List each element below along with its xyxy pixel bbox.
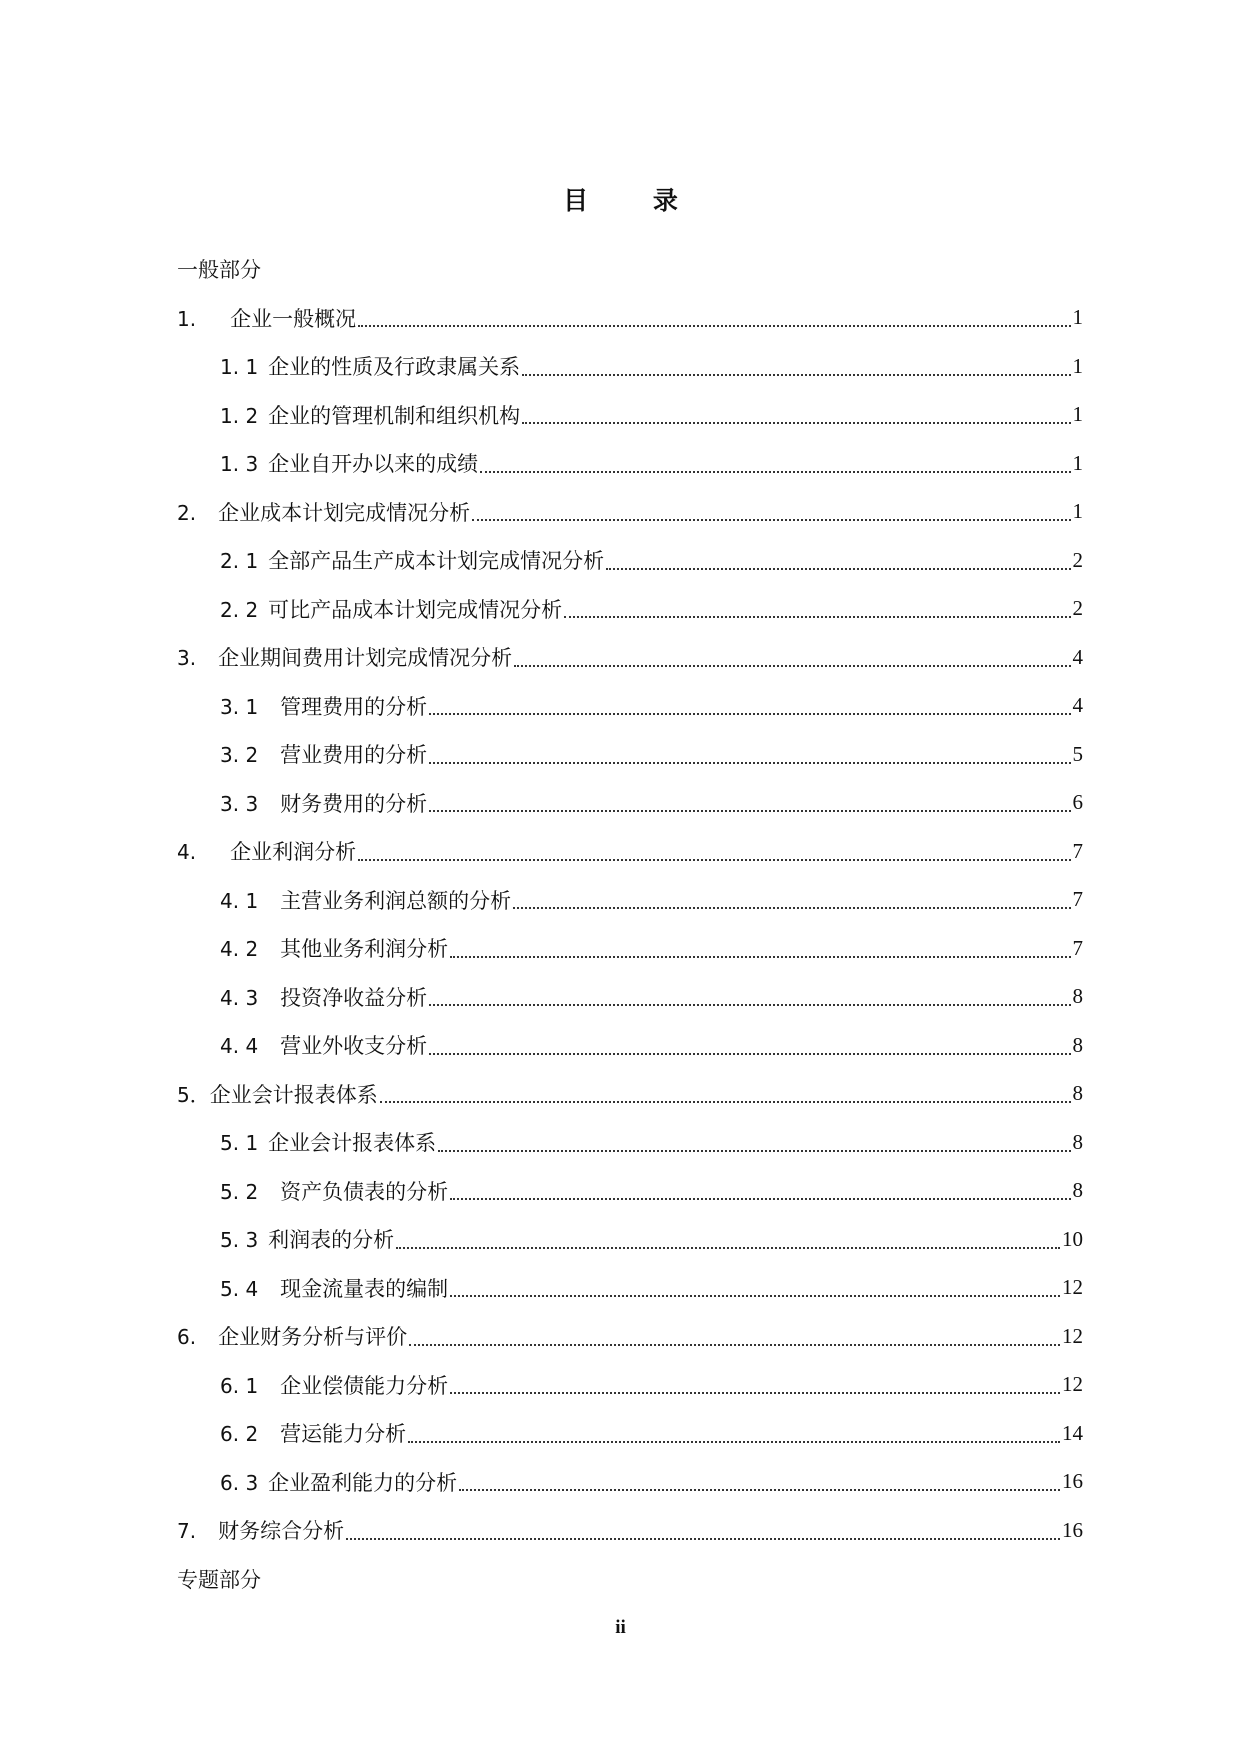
toc-entry-page: 4 bbox=[1072, 693, 1083, 718]
section-heading-special: 专题部分 bbox=[177, 1567, 261, 1592]
toc-entry-title: 营业费用的分析 bbox=[280, 743, 428, 768]
toc-entry-number: 5. 4 bbox=[220, 1276, 259, 1301]
toc-entry-title: 企业利润分析 bbox=[230, 840, 357, 865]
toc-leader-dots bbox=[429, 1003, 1070, 1006]
toc-entry-number: 6. bbox=[177, 1325, 197, 1350]
toc-entry[interactable] bbox=[177, 1021, 1083, 1070]
toc-leader-dots bbox=[450, 1294, 1060, 1297]
toc-entry-label bbox=[220, 351, 520, 381]
toc-entry-title: 企业会计报表体系 bbox=[209, 1082, 378, 1107]
toc-entry[interactable] bbox=[177, 876, 1083, 925]
toc-entry-title: 企业期间费用计划完成情况分析 bbox=[218, 646, 513, 671]
page-title: 目 录 bbox=[563, 186, 706, 215]
toc-leader-dots bbox=[564, 615, 1070, 618]
toc-entry-page: 10 bbox=[1062, 1226, 1083, 1251]
toc-entry[interactable] bbox=[177, 1167, 1083, 1216]
toc-entry-label bbox=[220, 400, 520, 430]
toc-entry-page: 1 bbox=[1072, 499, 1083, 524]
toc-leader-dots bbox=[450, 1391, 1060, 1394]
toc-entry-number: 6. 1 bbox=[220, 1373, 259, 1398]
toc-entry-number: 5. 2 bbox=[220, 1179, 259, 1204]
toc-entry-label bbox=[177, 1515, 344, 1545]
toc-entry-page: 1 bbox=[1072, 402, 1083, 427]
toc-entry[interactable] bbox=[177, 342, 1083, 391]
toc-entry-number: 4. 3 bbox=[220, 985, 259, 1010]
toc-entry-page: 8 bbox=[1072, 1081, 1083, 1106]
toc-entry-label bbox=[220, 739, 427, 769]
toc-entry-number: 5. 3 bbox=[220, 1228, 259, 1253]
toc-entry-page: 2 bbox=[1072, 596, 1083, 621]
toc-entry-page: 8 bbox=[1072, 1129, 1083, 1154]
toc-entry-page: 1 bbox=[1072, 353, 1083, 378]
toc-leader-dots bbox=[358, 324, 1070, 327]
toc-entry-number: 1. bbox=[177, 306, 197, 331]
toc-entry-page: 7 bbox=[1072, 887, 1083, 912]
toc-entry[interactable] bbox=[177, 1264, 1083, 1313]
toc-entry-label bbox=[220, 1370, 448, 1400]
toc-entry[interactable] bbox=[177, 682, 1083, 731]
toc-entry-number: 1. 2 bbox=[220, 403, 259, 428]
toc-entry-number: 3. 3 bbox=[220, 791, 259, 816]
toc-entry-label bbox=[177, 497, 470, 527]
toc-entry-number: 4. 2 bbox=[220, 937, 259, 962]
toc-entry-title: 企业偿债能力分析 bbox=[280, 1373, 449, 1398]
toc-entry-number: 5. 1 bbox=[220, 1131, 259, 1156]
toc-leader-dots bbox=[346, 1537, 1060, 1540]
toc-leader-dots bbox=[429, 761, 1070, 764]
toc-entry[interactable] bbox=[177, 391, 1083, 440]
toc-leader-dots bbox=[438, 1149, 1070, 1152]
toc-entry-title: 企业成本计划完成情况分析 bbox=[218, 500, 471, 525]
toc-entry-title: 管理费用的分析 bbox=[280, 694, 428, 719]
toc-entry-title: 资产负债表的分析 bbox=[280, 1179, 449, 1204]
toc-entry-label bbox=[220, 788, 427, 818]
toc-entry-title: 企业的管理机制和组织机构 bbox=[268, 403, 521, 428]
toc-leader-dots bbox=[480, 470, 1070, 473]
toc-entry[interactable] bbox=[177, 1361, 1083, 1410]
toc-entry-label bbox=[177, 836, 356, 866]
toc-leader-dots bbox=[513, 906, 1070, 909]
toc-entry[interactable] bbox=[177, 730, 1083, 779]
toc-entry-page: 1 bbox=[1072, 305, 1083, 330]
toc-entry-page: 12 bbox=[1062, 1372, 1083, 1397]
toc-entry-number: 2. 2 bbox=[220, 597, 259, 622]
toc-entry-number: 6. 3 bbox=[220, 1470, 259, 1495]
toc-entry-title: 可比产品成本计划完成情况分析 bbox=[268, 597, 563, 622]
toc-entry-label bbox=[220, 885, 511, 915]
toc-entry[interactable] bbox=[177, 779, 1083, 828]
toc-entry[interactable] bbox=[177, 294, 1083, 343]
toc-leader-dots bbox=[522, 421, 1070, 424]
toc-entry[interactable] bbox=[177, 1506, 1083, 1555]
toc-entry-title: 利润表的分析 bbox=[268, 1228, 395, 1253]
toc-entry-title: 企业的性质及行政隶属关系 bbox=[268, 355, 521, 380]
toc-leader-dots bbox=[358, 858, 1070, 861]
toc-entry-page: 5 bbox=[1072, 741, 1083, 766]
toc-entry-number: 7. bbox=[177, 1519, 197, 1544]
toc-entry-page: 14 bbox=[1062, 1420, 1083, 1445]
toc-leader-dots bbox=[514, 664, 1070, 667]
toc-entry-label bbox=[220, 1127, 436, 1157]
toc-entry-page: 12 bbox=[1062, 1275, 1083, 1300]
toc-entry-number: 3. bbox=[177, 646, 197, 671]
toc-entry-label bbox=[177, 1321, 407, 1351]
toc-entry[interactable] bbox=[177, 488, 1083, 537]
toc-entry-number: 3. 2 bbox=[220, 743, 259, 768]
toc-entry-title: 营业外收支分析 bbox=[280, 1034, 428, 1059]
toc-entry-label bbox=[220, 1467, 457, 1497]
toc-leader-dots bbox=[450, 1197, 1070, 1200]
toc-entry-number: 3. 1 bbox=[220, 694, 259, 719]
toc-entry-title: 其他业务利润分析 bbox=[280, 937, 449, 962]
toc-entry-label bbox=[177, 1079, 378, 1109]
toc-leader-dots bbox=[606, 567, 1070, 570]
toc-leader-dots bbox=[459, 1488, 1060, 1491]
toc-leader-dots bbox=[472, 518, 1070, 521]
toc-leader-dots bbox=[522, 373, 1070, 376]
toc-entry-label bbox=[220, 1176, 448, 1206]
toc-entries bbox=[177, 294, 1083, 1555]
section-heading-general: 一般部分 bbox=[177, 258, 261, 283]
toc-entry-label bbox=[220, 691, 427, 721]
toc-entry-title: 企业会计报表体系 bbox=[268, 1131, 437, 1156]
toc-entry-title: 主营业务利润总额的分析 bbox=[280, 888, 512, 913]
toc-entry-number: 4. bbox=[177, 840, 197, 865]
toc-entry[interactable] bbox=[177, 1118, 1083, 1167]
table-of-contents bbox=[177, 245, 1083, 1603]
toc-entry-title: 财务费用的分析 bbox=[280, 791, 428, 816]
toc-entry-number: 2. 1 bbox=[220, 549, 259, 574]
toc-entry[interactable] bbox=[177, 633, 1083, 682]
toc-entry-label bbox=[220, 448, 478, 478]
toc-leader-dots bbox=[409, 1343, 1060, 1346]
toc-leader-dots bbox=[396, 1246, 1060, 1249]
toc-entry-number: 2. bbox=[177, 500, 197, 525]
toc-entry-page: 16 bbox=[1062, 1517, 1083, 1542]
toc-entry-label bbox=[220, 1030, 427, 1060]
toc-leader-dots bbox=[429, 809, 1070, 812]
toc-entry-number: 1. 1 bbox=[220, 355, 259, 380]
page-number: ii bbox=[615, 1617, 626, 1638]
toc-entry[interactable] bbox=[177, 536, 1083, 585]
toc-entry-number: 6. 2 bbox=[220, 1422, 259, 1447]
toc-entry-label bbox=[177, 303, 356, 333]
toc-entry[interactable] bbox=[177, 924, 1083, 973]
toc-entry-number: 4. 1 bbox=[220, 888, 259, 913]
toc-entry-page: 12 bbox=[1062, 1323, 1083, 1348]
toc-entry-page: 2 bbox=[1072, 547, 1083, 572]
toc-entry-label bbox=[220, 545, 604, 575]
toc-entry-page: 1 bbox=[1072, 450, 1083, 475]
toc-entry-label bbox=[220, 594, 562, 624]
toc-entry[interactable] bbox=[177, 973, 1083, 1022]
toc-entry[interactable] bbox=[177, 1215, 1083, 1264]
toc-entry[interactable] bbox=[177, 585, 1083, 634]
toc-entry-title: 财务综合分析 bbox=[218, 1519, 345, 1544]
toc-entry-title: 现金流量表的编制 bbox=[280, 1276, 449, 1301]
toc-entry-label bbox=[177, 642, 512, 672]
toc-entry-number: 4. 4 bbox=[220, 1034, 259, 1059]
toc-entry-label bbox=[220, 933, 448, 963]
toc-leader-dots bbox=[408, 1440, 1060, 1443]
toc-entry[interactable] bbox=[177, 1070, 1083, 1119]
toc-entry-page: 8 bbox=[1072, 984, 1083, 1009]
toc-entry-page: 7 bbox=[1072, 838, 1083, 863]
toc-entry-title: 企业自开办以来的成绩 bbox=[268, 452, 479, 477]
toc-entry-label bbox=[220, 1273, 448, 1303]
toc-entry-number: 5． bbox=[177, 1082, 210, 1107]
toc-entry-title: 企业盈利能力的分析 bbox=[268, 1470, 458, 1495]
toc-entry-page: 6 bbox=[1072, 790, 1083, 815]
toc-entry-page: 4 bbox=[1072, 644, 1083, 669]
toc-entry-title: 全部产品生产成本计划完成情况分析 bbox=[268, 549, 605, 574]
toc-leader-dots bbox=[429, 712, 1070, 715]
toc-entry[interactable] bbox=[177, 1409, 1083, 1458]
toc-entry-label bbox=[220, 982, 427, 1012]
toc-entry-label bbox=[220, 1418, 406, 1448]
toc-entry[interactable] bbox=[177, 1458, 1083, 1507]
toc-entry-page: 8 bbox=[1072, 1178, 1083, 1203]
toc-entry-title: 投资净收益分析 bbox=[280, 985, 428, 1010]
toc-leader-dots bbox=[429, 1052, 1070, 1055]
toc-entry[interactable] bbox=[177, 1312, 1083, 1361]
toc-entry-title: 企业一般概况 bbox=[230, 306, 357, 331]
toc-entry-title: 企业财务分析与评价 bbox=[218, 1325, 408, 1350]
toc-leader-dots bbox=[450, 955, 1070, 958]
toc-entry-page: 8 bbox=[1072, 1032, 1083, 1057]
toc-entry-label bbox=[220, 1224, 394, 1254]
toc-entry-number: 1. 3 bbox=[220, 452, 259, 477]
toc-entry-title: 营运能力分析 bbox=[280, 1422, 407, 1447]
toc-entry[interactable] bbox=[177, 439, 1083, 488]
toc-leader-dots bbox=[380, 1100, 1071, 1103]
toc-entry[interactable] bbox=[177, 827, 1083, 876]
toc-entry-page: 16 bbox=[1062, 1469, 1083, 1494]
toc-entry-page: 7 bbox=[1072, 935, 1083, 960]
